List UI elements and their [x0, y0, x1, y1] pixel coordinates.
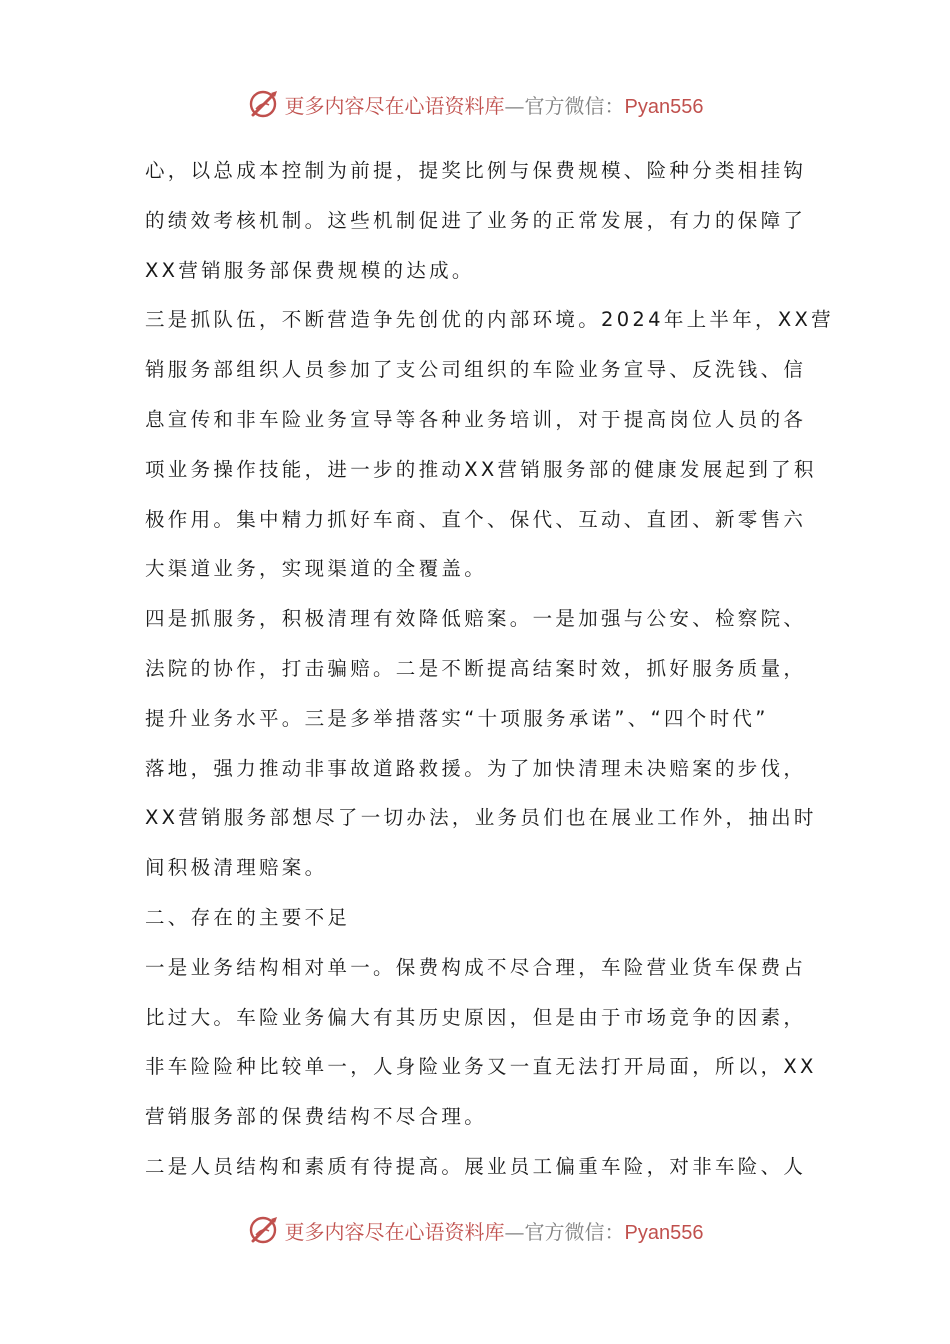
document-body — [145, 146, 834, 1192]
body-line: 四是抓服务，积极清理有效降低赔案。一是加强与公安、检察院、 — [145, 607, 807, 631]
pen-circle-logo-icon — [247, 87, 281, 121]
banner-dash: — — [504, 93, 525, 118]
body-line: 息宣传和非车险业务宣导等各种业务培训，对于提高岗位人员的各 — [145, 407, 807, 431]
pen-circle-logo-icon — [247, 1213, 281, 1247]
section-heading: 二、存在的主要不足 — [145, 905, 351, 929]
body-line: 法院的协作，打击骗赔。二是不断提高结案时效，抓好服务质量， — [145, 656, 807, 680]
body-line: 提升业务水平。三是多举措落实“十项服务承诺”、“四个时代” — [145, 706, 769, 730]
body-line: 一是业务结构相对单一。保费构成不尽合理，车险营业货车保费占 — [145, 955, 807, 979]
banner-wechat-id: Pyan556 — [624, 1221, 704, 1244]
body-line: 落地，强力推动非事故道路救援。为了加快清理未决赔案的步伐， — [145, 756, 807, 780]
body-line: 心，以总成本控制为前提，提奖比例与保费规模、险种分类相挂钩 — [145, 159, 807, 182]
body-line: XX营销服务部保费规模的达成。 — [145, 258, 475, 282]
banner-official-label: 官方微信： — [524, 1219, 625, 1244]
body-line: XX营销服务部想尽了一切办法，业务员们也在展业工作外，抽出时 — [145, 806, 817, 830]
body-line: 极作用。集中精力抓好车商、直个、保代、互动、直团、新零售六 — [145, 507, 807, 531]
body-line: 大渠道业务，实现渠道的全覆盖。 — [145, 557, 488, 581]
banner-official-label: 官方微信： — [524, 93, 625, 118]
body-line: 的绩效考核机制。这些机制促进了业务的正常发展，有力的保障了 — [145, 208, 807, 232]
body-line: 销服务部组织人员参加了支公司组织的车险业务宣导、反洗钱、信 — [145, 358, 807, 382]
body-line: 非车险险种比较单一，人身险业务又一直无法打开局面，所以，XX — [145, 1055, 817, 1079]
body-line: 三是抓队伍，不断营造争先创优的内部环境。2024年上半年，XX营 — [145, 308, 834, 332]
banner-main-text: 更多内容尽在心语资料库 — [284, 93, 505, 118]
banner-main-text: 更多内容尽在心语资料库 — [284, 1219, 505, 1244]
body-line: 项业务操作技能，进一步的推动XX营销服务部的健康发展起到了积 — [145, 457, 817, 481]
banner-wechat-id: Pyan556 — [624, 95, 704, 118]
banner-text — [285, 90, 704, 119]
banner-dash: — — [504, 1219, 525, 1244]
banner-text — [285, 1216, 704, 1245]
header-banner — [0, 84, 950, 124]
footer-banner — [0, 1210, 950, 1250]
body-line: 二是人员结构和素质有待提高。展业员工偏重车险，对非车险、人 — [145, 1154, 807, 1178]
body-line: 比过大。车险业务偏大有其历史原因，但是由于市场竞争的因素， — [145, 1005, 807, 1029]
body-line: 营销服务部的保费结构不尽合理。 — [145, 1105, 488, 1129]
body-line: 间积极清理赔案。 — [145, 856, 328, 880]
